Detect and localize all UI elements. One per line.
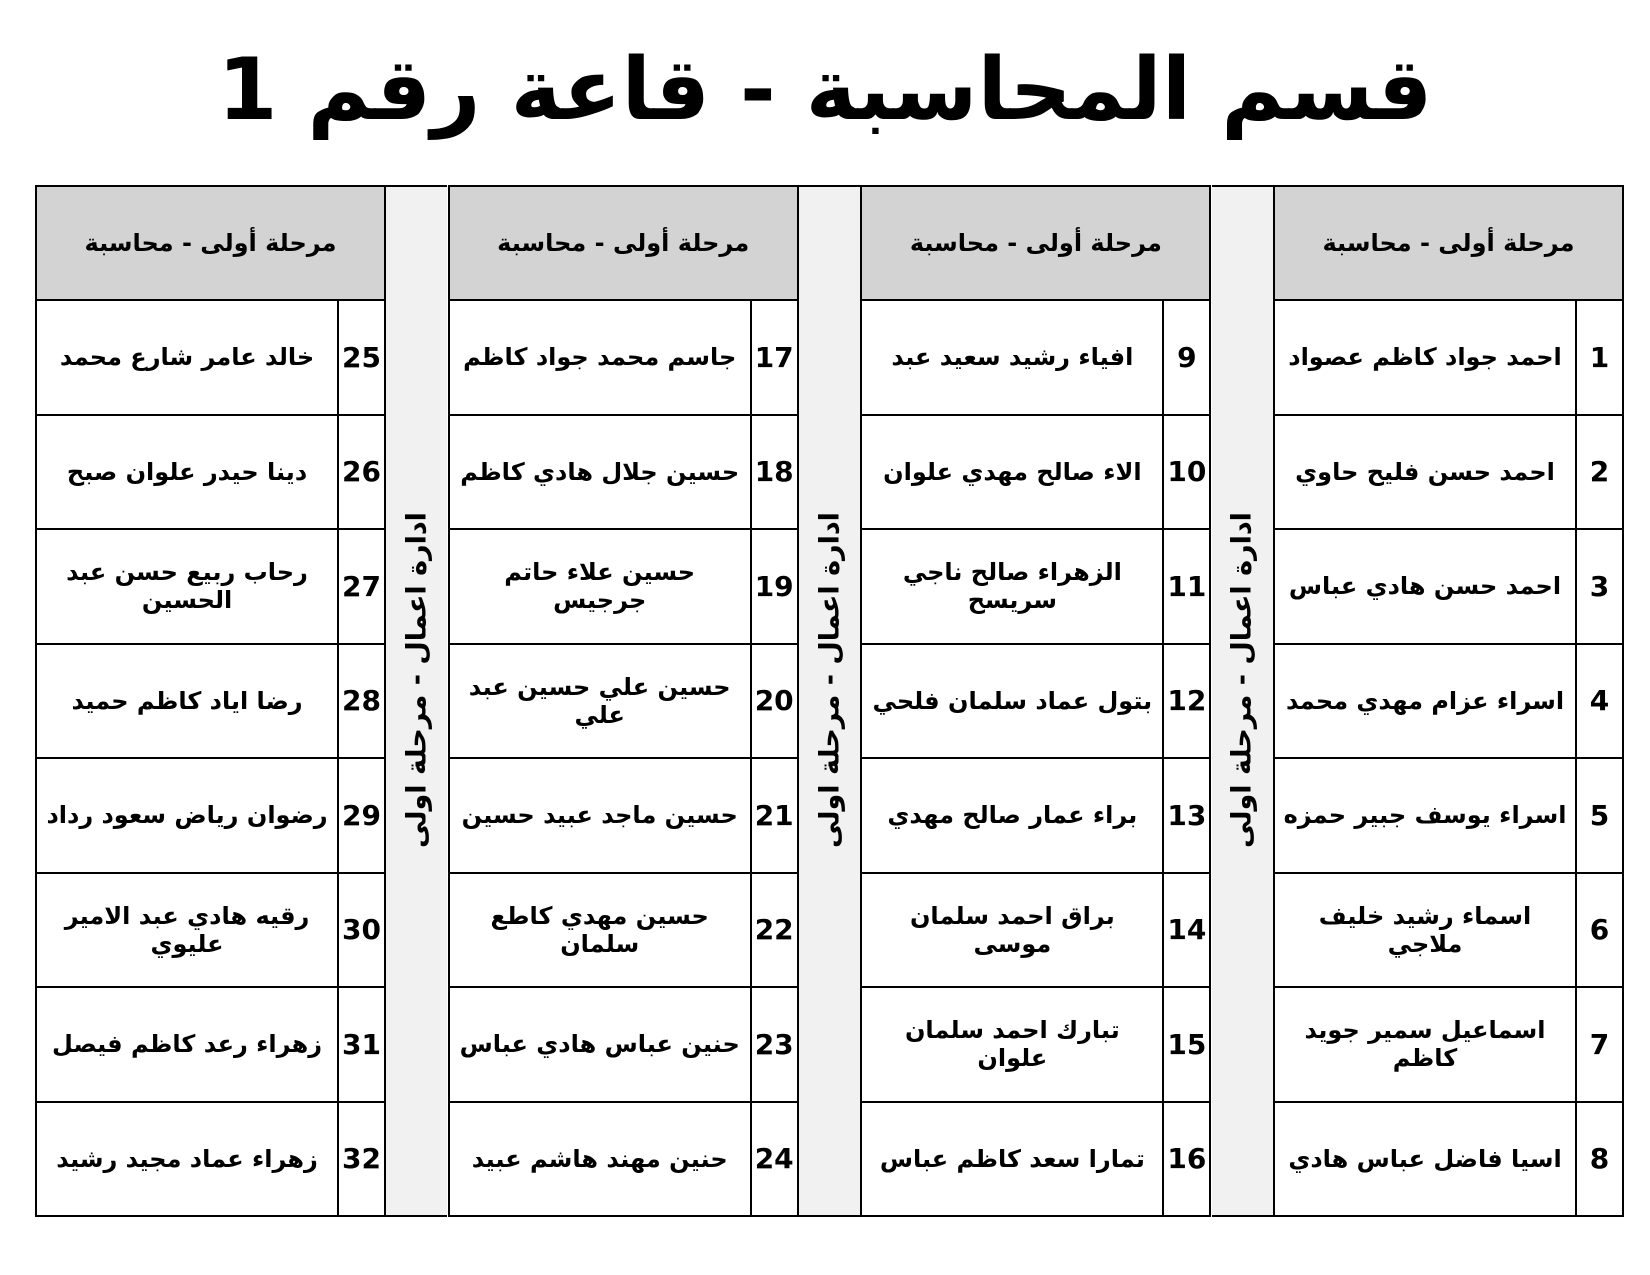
student-number: 18 [750, 416, 797, 529]
table-row [1275, 759, 1622, 874]
student-name: الاء صالح مهدي علوان [883, 457, 1142, 486]
table-row [862, 645, 1209, 760]
student-name: تبارك احمد سلمان علوان [904, 1016, 1120, 1073]
table-row [1275, 416, 1622, 531]
student-name: رضوان رياض سعود رداد [46, 801, 328, 830]
student-name: رحاب ربيع حسن عبد الحسين [66, 558, 308, 615]
table-row [450, 416, 797, 531]
student-number: 4 [1575, 645, 1622, 758]
divider-label: ادارة اعمال - مرحلة اولى [401, 512, 433, 849]
student-name: براق احمد سلمان موسى [909, 901, 1115, 958]
student-name: احمد جواد كاظم عصواد [1288, 343, 1562, 372]
student-number: 25 [337, 301, 384, 414]
student-number: 2 [1575, 416, 1622, 529]
student-name: زهراء رعد كاظم فيصل [52, 1030, 323, 1059]
student-name: خالد عامر شارع محمد [59, 343, 315, 372]
student-number: 26 [337, 416, 384, 529]
table-row [1275, 645, 1622, 760]
table-body [450, 301, 797, 1215]
student-number: 17 [750, 301, 797, 414]
divider-strip [386, 185, 447, 1217]
table-row [450, 645, 797, 760]
divider-label: ادارة اعمال - مرحلة اولى [1226, 512, 1258, 849]
seating-grid [35, 185, 1624, 1217]
student-number: 27 [337, 530, 384, 643]
student-name: دينا حيدر علوان صبح [66, 457, 308, 486]
student-table-25-32 [35, 185, 386, 1217]
student-number: 10 [1162, 416, 1209, 529]
table-row [37, 301, 384, 416]
student-name: زهراء عماد مجيد رشيد [56, 1144, 318, 1173]
divider-strip [1212, 185, 1273, 1217]
student-name: اسراء عزام مهدي محمد [1285, 686, 1565, 715]
table-body [37, 301, 384, 1215]
table-row [37, 530, 384, 645]
table-row [450, 530, 797, 645]
student-table-1-8 [1273, 185, 1624, 1217]
table-row [1275, 874, 1622, 989]
page-title: قسم المحاسبة - قاعة رقم 1 [217, 40, 1433, 140]
student-name: تمارا سعد كاظم عباس [879, 1144, 1145, 1173]
table-row [1275, 1103, 1622, 1216]
table-body [862, 301, 1209, 1215]
table-row [862, 1103, 1209, 1216]
student-name: اسيا فاضل عباس هادي [1288, 1144, 1562, 1173]
student-number: 11 [1162, 530, 1209, 643]
student-table-17-24 [448, 185, 799, 1217]
student-name: رضا اياد كاظم حميد [71, 686, 303, 715]
student-name: اسراء يوسف جبير حمزه [1283, 801, 1567, 830]
table-row [862, 988, 1209, 1103]
student-number: 16 [1162, 1103, 1209, 1216]
table-row [37, 416, 384, 531]
student-number: 31 [337, 988, 384, 1101]
table-row [450, 874, 797, 989]
student-number: 14 [1162, 874, 1209, 987]
student-number: 23 [750, 988, 797, 1101]
table-row [862, 874, 1209, 989]
table-row [450, 301, 797, 416]
table-row [450, 759, 797, 874]
table-row [37, 759, 384, 874]
student-number: 32 [337, 1103, 384, 1216]
student-name: اسماعيل سمير جويد كاظم [1304, 1016, 1546, 1073]
student-number: 5 [1575, 759, 1622, 872]
student-number: 30 [337, 874, 384, 987]
student-name: حسين علي حسين عبد علي [468, 672, 731, 729]
table-header: مرحلة أولى - محاسبة [1275, 187, 1622, 301]
divider-label: ادارة اعمال - مرحلة اولى [814, 512, 846, 849]
student-number: 3 [1575, 530, 1622, 643]
table-row [1275, 301, 1622, 416]
table-row [862, 301, 1209, 416]
student-name: رقيه هادي عبد الامير عليوي [64, 901, 310, 958]
student-number: 13 [1162, 759, 1209, 872]
student-name: اسماء رشيد خليف ملاجي [1318, 901, 1532, 958]
table-row [862, 759, 1209, 874]
table-row [450, 1103, 797, 1216]
student-number: 8 [1575, 1103, 1622, 1216]
student-number: 9 [1162, 301, 1209, 414]
student-number: 1 [1575, 301, 1622, 414]
table-row [37, 988, 384, 1103]
student-number: 7 [1575, 988, 1622, 1101]
student-number: 24 [750, 1103, 797, 1216]
table-row [37, 645, 384, 760]
table-row [1275, 530, 1622, 645]
table-row [37, 1103, 384, 1216]
student-name: احمد حسن فليح حاوي [1295, 457, 1555, 486]
student-name: حسين مهدي كاطع سلمان [490, 901, 709, 958]
table-row [450, 988, 797, 1103]
student-number: 29 [337, 759, 384, 872]
table-body [1275, 301, 1622, 1215]
table-header: مرحلة أولى - محاسبة [862, 187, 1209, 301]
student-name: حسين ماجد عبيد حسين [461, 801, 738, 830]
table-header: مرحلة أولى - محاسبة [450, 187, 797, 301]
student-number: 22 [750, 874, 797, 987]
student-name: حنين عباس هادي عباس [459, 1030, 740, 1059]
student-name: حنين مهند هاشم عبيد [471, 1144, 728, 1173]
student-name: افياء رشيد سعيد عبد [891, 343, 1134, 372]
table-header: مرحلة أولى - محاسبة [37, 187, 384, 301]
student-name: الزهراء صالح ناجي سريسح [902, 558, 1122, 615]
student-number: 15 [1162, 988, 1209, 1101]
student-name: جاسم محمد جواد كاظم [463, 343, 737, 372]
student-number: 12 [1162, 645, 1209, 758]
student-name: براء عمار صالح مهدي [887, 801, 1138, 830]
student-name: حسين علاء حاتم جرجيس [504, 558, 696, 615]
table-row [1275, 988, 1622, 1103]
table-row [862, 416, 1209, 531]
student-name: حسين جلال هادي كاظم [460, 457, 740, 486]
student-number: 21 [750, 759, 797, 872]
table-row [862, 530, 1209, 645]
student-name: بتول عماد سلمان فلحي [872, 686, 1153, 715]
student-number: 20 [750, 645, 797, 758]
student-name: احمد حسن هادي عباس [1288, 572, 1562, 601]
student-number: 6 [1575, 874, 1622, 987]
student-table-9-16 [860, 185, 1211, 1217]
student-number: 19 [750, 530, 797, 643]
table-row [37, 874, 384, 989]
student-number: 28 [337, 645, 384, 758]
divider-strip [799, 185, 860, 1217]
